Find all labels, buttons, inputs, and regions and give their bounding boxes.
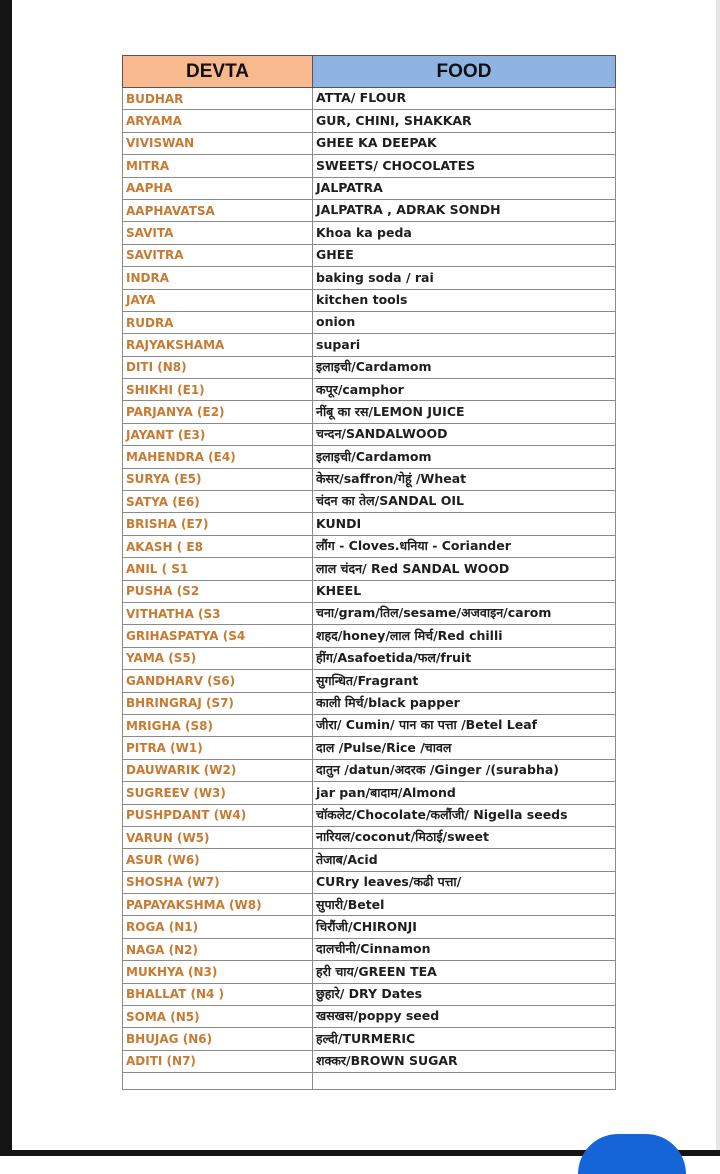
food-cell: CURry leaves/कढी पत्ता/ [313,871,616,893]
table-row [123,849,616,871]
food-column-header: FOOD [313,56,616,88]
devta-cell: PAPAYAKSHMA (W8) [123,894,313,916]
table-row [123,670,616,692]
food-cell: तेजाब/Acid [313,849,616,871]
food-cell: चंदन का तेल/SANDAL OIL [313,491,616,513]
food-cell: नारियल/coconut/मिठाई/sweet [313,826,616,848]
food-cell: हल्दी/TURMERIC [313,1028,616,1050]
devta-cell: AAPHAVATSA [123,199,313,221]
table-row [123,558,616,580]
table-row [123,1006,616,1028]
table-row [123,88,616,110]
devta-cell: INDRA [123,267,313,289]
food-cell: काली मिर्च/black papper [313,692,616,714]
food-cell: दातुन /datun/अदरक /Ginger /(surabha) [313,759,616,781]
devta-cell: SATYA (E6) [123,491,313,513]
devta-cell: YAMA (S5) [123,647,313,669]
empty-row [123,1073,616,1090]
table-row [123,491,616,513]
devta-cell: BHALLAT (N4 ) [123,983,313,1005]
table-row [123,983,616,1005]
devta-column-header: DEVTA [123,56,313,88]
devta-cell: SHIKHI (E1) [123,379,313,401]
header-row [123,56,616,88]
devta-cell: BUDHAR [123,88,313,110]
empty-cell [313,1073,616,1090]
table-row [123,222,616,244]
devta-cell: SUGREEV (W3) [123,782,313,804]
devta-cell: ADITI (N7) [123,1050,313,1072]
devta-cell: BHRINGRAJ (S7) [123,692,313,714]
table-row [123,155,616,177]
devta-cell: SAVITA [123,222,313,244]
devta-cell: GRIHASPATYA (S4 [123,625,313,647]
food-cell: onion [313,311,616,333]
devta-cell: ARYAMA [123,110,313,132]
devta-cell: ANIL ( S1 [123,558,313,580]
devta-cell: BHUJAG (N6) [123,1028,313,1050]
food-cell: लौंग - Cloves.धनिया - Coriander [313,535,616,557]
food-cell: सुगन्धित/Fragrant [313,670,616,692]
food-cell: चन्दन/SANDALWOOD [313,423,616,445]
devta-cell: RUDRA [123,311,313,333]
floating-action-button[interactable] [578,1134,686,1174]
table-row [123,244,616,266]
table-row [123,379,616,401]
devta-cell: VIVISWAN [123,132,313,154]
food-cell: ATTA/ FLOUR [313,88,616,110]
table-row [123,580,616,602]
food-cell: शक्कर/BROWN SUGAR [313,1050,616,1072]
table-row [123,804,616,826]
right-frame-edge [716,0,720,1156]
devta-cell: PUSHPDANT (W4) [123,804,313,826]
food-cell: छुहारे/ DRY Dates [313,983,616,1005]
devta-cell: MAHENDRA (E4) [123,446,313,468]
table-row [123,894,616,916]
table-row [123,625,616,647]
table-row [123,1050,616,1072]
table-row [123,826,616,848]
food-cell: जीरा/ Cumin/ पान का पत्ता /Betel Leaf [313,714,616,736]
food-cell: दाल /Pulse/Rice /चावल [313,737,616,759]
food-cell: इलाइची/Cardamom [313,356,616,378]
devta-cell: AKASH ( E8 [123,535,313,557]
devta-cell: JAYANT (E3) [123,423,313,445]
devta-cell: PUSHA (S2 [123,580,313,602]
left-frame-bar [0,0,12,1156]
table-row [123,782,616,804]
food-cell: हींग/Asafoetida/फल/fruit [313,647,616,669]
table-row [123,692,616,714]
devta-cell: NAGA (N2) [123,938,313,960]
table-row [123,132,616,154]
table-row [123,961,616,983]
devta-cell: JAYA [123,289,313,311]
table-row [123,938,616,960]
devta-cell: PARJANYA (E2) [123,401,313,423]
food-cell: supari [313,334,616,356]
devta-cell: PITRA (W1) [123,737,313,759]
empty-cell [123,1073,313,1090]
table-row [123,513,616,535]
food-cell: केसर/saffron/गेहूं /Wheat [313,468,616,490]
table-row [123,916,616,938]
food-cell: kitchen tools [313,289,616,311]
table-row [123,602,616,624]
food-cell: चॉकलेट/Chocolate/कलौंजी/ Nigella seeds [313,804,616,826]
food-cell: Khoa ka peda [313,222,616,244]
food-cell: GHEE [313,244,616,266]
devta-cell: MUKHYA (N3) [123,961,313,983]
table-row [123,289,616,311]
devta-cell: DAUWARIK (W2) [123,759,313,781]
table-row [123,714,616,736]
devta-cell: MITRA [123,155,313,177]
table-row [123,311,616,333]
food-cell: चना/gram/तिल/sesame/अजवाइन/carom [313,602,616,624]
food-cell: इलाइची/Cardamom [313,446,616,468]
table-row [123,356,616,378]
food-cell: KHEEL [313,580,616,602]
table-row [123,535,616,557]
table-row [123,401,616,423]
table-body [123,88,616,1090]
table-row [123,871,616,893]
table-row [123,177,616,199]
table-row [123,737,616,759]
food-cell: हरी चाय/GREEN TEA [313,961,616,983]
devta-cell: ROGA (N1) [123,916,313,938]
table-row [123,199,616,221]
table-row [123,334,616,356]
devta-cell: SOMA (N5) [123,1006,313,1028]
devta-cell: RAJYAKSHAMA [123,334,313,356]
table-row [123,1028,616,1050]
food-cell: खसखस/poppy seed [313,1006,616,1028]
table-row [123,468,616,490]
devta-cell: VARUN (W5) [123,826,313,848]
food-cell: GHEE KA DEEPAK [313,132,616,154]
food-cell: दालचीनी/Cinnamon [313,938,616,960]
devta-cell: AAPHA [123,177,313,199]
devta-cell: DITI (N8) [123,356,313,378]
food-cell: JALPATRA , ADRAK SONDH [313,199,616,221]
food-cell: चिरौंजी/CHIRONJI [313,916,616,938]
table-row [123,267,616,289]
devta-cell: SAVITRA [123,244,313,266]
devta-cell: BRISHA (E7) [123,513,313,535]
devta-food-table [122,55,616,1090]
table-row [123,647,616,669]
devta-cell: ASUR (W6) [123,849,313,871]
food-cell: GUR, CHINI, SHAKKAR [313,110,616,132]
table-row [123,110,616,132]
food-cell: baking soda / rai [313,267,616,289]
food-cell: लाल चंदन/ Red SANDAL WOOD [313,558,616,580]
food-cell: कपूर/camphor [313,379,616,401]
food-cell: SWEETS/ CHOCOLATES [313,155,616,177]
food-cell: शहद/honey/लाल मिर्च/Red chilli [313,625,616,647]
devta-cell: SHOSHA (W7) [123,871,313,893]
food-cell: नींबू का रस/LEMON JUICE [313,401,616,423]
devta-cell: GANDHARV (S6) [123,670,313,692]
food-cell: सुपारी/Betel [313,894,616,916]
table-row [123,446,616,468]
devta-cell: SURYA (E5) [123,468,313,490]
food-cell: jar pan/बादाम/Almond [313,782,616,804]
table-row [123,423,616,445]
table-row [123,759,616,781]
devta-cell: MRIGHA (S8) [123,714,313,736]
food-cell: JALPATRA [313,177,616,199]
food-cell: KUNDI [313,513,616,535]
devta-cell: VITHATHA (S3 [123,602,313,624]
